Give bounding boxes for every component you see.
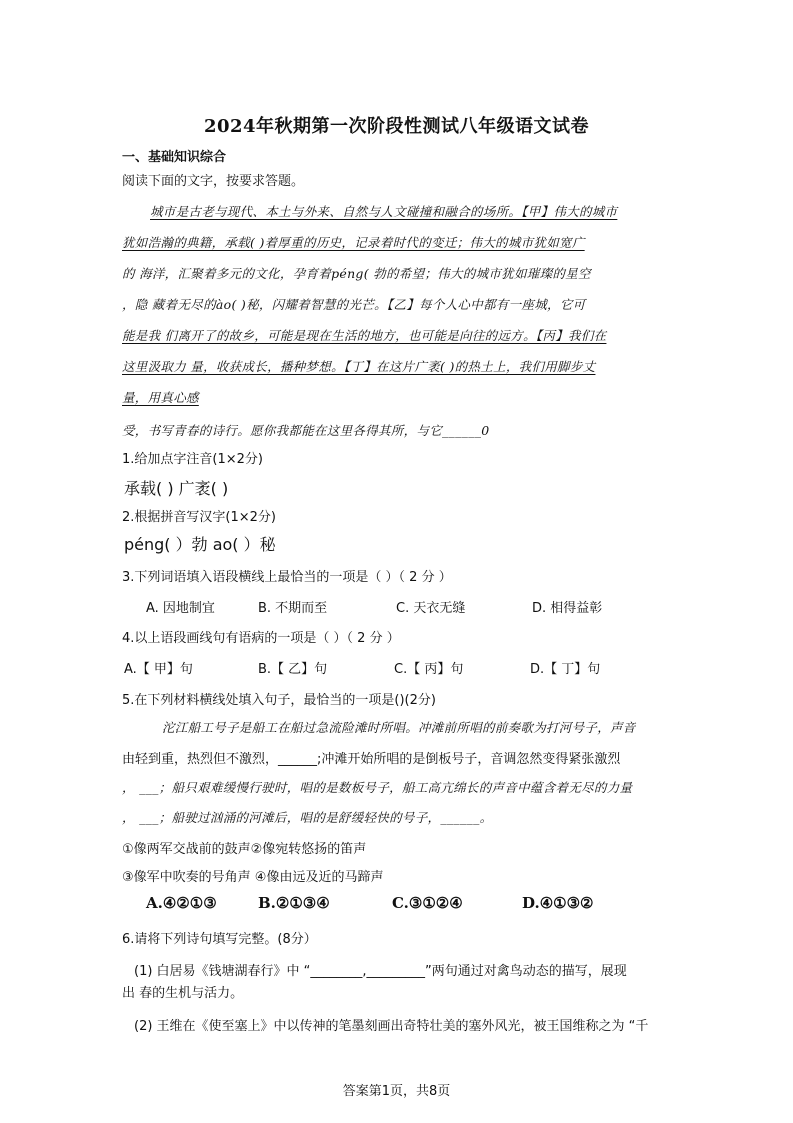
passage-line: 能是我 们离开了的故乡，可能是现在生活的地方，也可能是向往的远方。【丙】我们在 (122, 328, 607, 343)
question-2-answer-line: péng( ）勃 ao( ）秘 (124, 535, 276, 554)
passage-line: 量，用真心感 (122, 390, 199, 405)
question-5-choices: ③像军中吹奏的号角声 ④像由远及近的马蹄声 (122, 870, 384, 885)
question-6-item-1-cont: 出 春的生机与活力。 (122, 986, 244, 1001)
page-title: 2024年秋期第一次阶段性测试八年级语文试卷 (203, 116, 590, 137)
question-5-option-d: D.④①③② (522, 894, 594, 912)
question-6-item-1: (1) 白居易《钱塘湖春行》中 “________,_________”两句通过对禽鸟动态的描写，展现 (134, 964, 627, 979)
question-4: 4.以上语段画线句有语病的一项是（ ）（ 2 分 ） (122, 631, 400, 646)
question-5-passage-line: 由轻到重，热烈但不激烈，______;冲滩开始所唱的是倒板号子，音调忽然变得紧张激烈 (122, 752, 621, 767)
question-5-passage-line: ， ___；船驶过汹涌的河滩后，唱的是舒缓轻快的号子，______。 (122, 810, 493, 825)
question-3-option-a: A. 因地制宜 (146, 601, 215, 616)
question-5-choices: ①像两军交战前的鼓声②像宛转悠扬的笛声 (122, 842, 367, 857)
passage-line: 城市是古老与现代、本土与外来、自然与人文碰撞和融合的场所。【甲】伟大的城市 (150, 204, 618, 219)
page-footer: 答案第1页，共8页 (342, 1084, 451, 1099)
question-4-option-c: C.【 丙】句 (394, 662, 464, 677)
question-6: 6.请将下列诗句填写完整。(8分） (122, 932, 317, 947)
question-5-passage-line: 沱江船工号子是船工在船过急流险滩时所唱。冲滩前所唱的前奏歌为打河号子，声音 (162, 720, 636, 735)
passage-line: 受，书写青春的诗行。愿你我都能在这里各得其所，与它______0 (122, 423, 490, 438)
passage-line: 的 海洋，汇聚着多元的文化，孕育着péng( 勃的希望；伟大的城市犹如璀璨的星空 (122, 266, 591, 281)
passage-line: 这里汲取力 量，收获成长，播种梦想。【丁】在这片广袤( )的热土上，我们用脚步丈 (122, 359, 596, 374)
question-1-answer-line: 承载( ) 广袤( ) (124, 479, 229, 498)
question-5-option-b: B.②①③④ (258, 894, 330, 912)
question-3-option-b: B. 不期而至 (258, 601, 328, 616)
question-2: 2.根据拼音写汉字(1×2分) (122, 510, 276, 525)
question-6-item-2: (2) 王维在《使至塞上》中以传神的笔墨刻画出奇特壮美的塞外风光，被王国维称之为 “千 (134, 1019, 649, 1034)
question-5-option-a: A.④②①③ (146, 894, 217, 912)
question-4-option-d: D.【 丁】句 (530, 662, 601, 677)
instruction-text: 阅读下面的文字，按要求答题。 (122, 174, 305, 189)
passage-line: ，隐 藏着无尽的ào( )秘，闪耀着智慧的光芒。【乙】每个人心中都有一座城，它可 (122, 297, 586, 312)
question-5-option-c: C.③①②④ (392, 894, 463, 912)
question-1: 1.给加点字注音(1×2分) (122, 452, 263, 467)
question-5: 5.在下列材料横线处填入句子，最恰当的一项是()(2分) (122, 693, 436, 708)
question-4-option-a: A.【 甲】句 (124, 662, 193, 677)
question-4-option-b: B.【 乙】句 (258, 662, 328, 677)
question-3: 3.下列词语填入语段横线上最恰当的一项是（ ）（ 2 分 ） (122, 570, 452, 585)
section-heading: 一、基础知识综合 (122, 150, 227, 165)
question-3-option-c: C. 天衣无缝 (396, 601, 466, 616)
question-5-passage-line: ， ___；船只艰难缓慢行驶时，唱的是数板号子，船工高亢绵长的声音中蕴含着无尽的力量 (122, 780, 633, 795)
question-3-option-d: D. 相得益彰 (532, 601, 603, 616)
passage-line: 犹如浩瀚的典籍，承载( )着厚重的历史，记录着时代的变迁；伟大的城市犹如宽广 (122, 235, 585, 250)
